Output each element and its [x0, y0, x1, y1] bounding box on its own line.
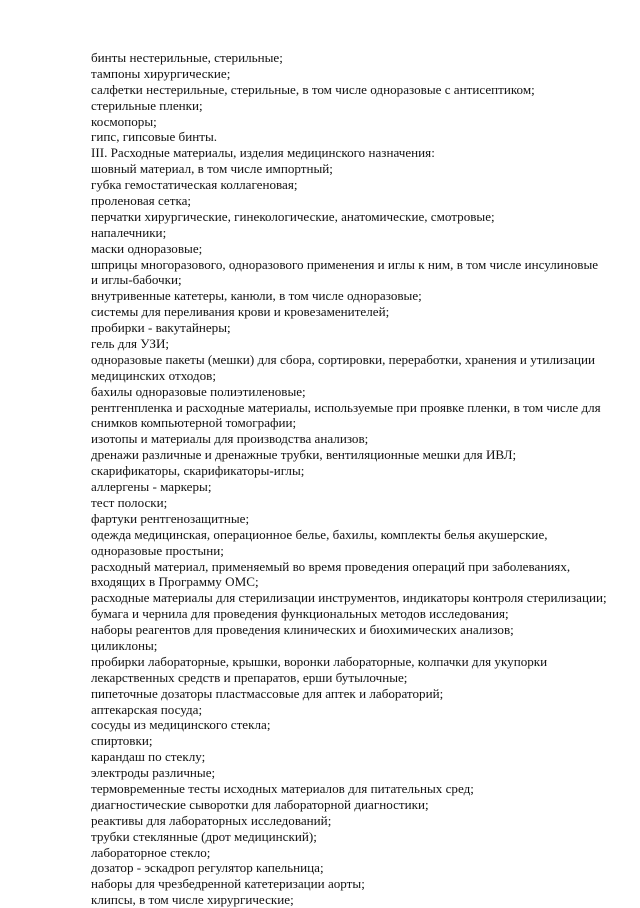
text-line: электроды различные; — [91, 765, 216, 781]
text-line: реактивы для лабораторных исследований; — [91, 812, 332, 828]
text-line: стерильные пленки; — [91, 97, 203, 113]
text-line: наборы реагентов для проведения клинических и биохимических анализов; — [91, 622, 514, 638]
document-text-block — [91, 50, 611, 908]
text-line: пипеточные дозаторы пластмассовые для аптек и лабораторий; — [91, 685, 444, 701]
text-line: медицинских отходов; — [91, 367, 216, 383]
text-line: и иглы-бабочки; — [91, 272, 182, 288]
text-line: губка гемостатическая коллагеновая; — [91, 177, 298, 193]
text-line: перчатки хирургические, гинекологические, анатомические, смотровые; — [91, 208, 495, 224]
text-line: напалечники; — [91, 224, 167, 240]
text-line: диагностические сыворотки для лабораторной диагностики; — [91, 796, 429, 812]
text-line: космопоры; — [91, 113, 157, 129]
text-line: дренажи различные и дренажные трубки, вентиляционные мешки для ИВЛ; — [91, 447, 517, 463]
text-line: пробирки лабораторные, крышки, воронки лабораторные, колпачки для укупорки — [91, 653, 548, 669]
text-line: аптекарская посуда; — [91, 701, 203, 717]
text-line: сосуды из медицинского стекла; — [91, 717, 271, 733]
text-line: гель для УЗИ; — [91, 336, 170, 352]
text-line: клипсы, в том числе хирургические; — [91, 892, 294, 908]
text-line: спиртовки; — [91, 733, 153, 749]
text-line: расходный материал, применяемый во время проведения операций при заболеваниях, — [91, 558, 571, 574]
text-line: входящих в Программу ОМС; — [91, 574, 259, 590]
text-line: бумага и чернила для проведения функциональных методов исследования; — [91, 606, 509, 622]
text-line: снимков компьютерной томографии; — [91, 415, 297, 431]
text-line: бахилы одноразовые полиэтиленовые; — [91, 383, 306, 399]
text-line: шовный материал, в том числе импортный; — [91, 161, 333, 177]
text-line: лабораторное стекло; — [91, 844, 211, 860]
text-line: салфетки нестерильные, стерильные, в том числе одноразовые с антисептиком; — [91, 81, 535, 97]
text-line: дозатор - эскадроп регулятор капельница; — [91, 860, 324, 876]
section-heading: III. Расходные материалы, изделия медицинского назначения: — [91, 145, 435, 161]
text-line: тампоны хирургические; — [91, 65, 231, 81]
text-line: карандаш по стеклу; — [91, 749, 206, 765]
text-line: наборы для чрезбедренной катетеризации аорты; — [91, 876, 365, 892]
text-line: бинты нестерильные, стерильные; — [91, 50, 283, 65]
text-line: расходные материалы для стерилизации инструментов, индикаторы контроля стерилизации; — [91, 590, 607, 606]
text-line: тест полоски; — [91, 494, 168, 510]
text-line: трубки стеклянные (дрот медицинский); — [91, 828, 317, 844]
text-line: лекарственных средств и препаратов, ерши бутылочные; — [91, 669, 408, 685]
text-line: термовременные тесты исходных материалов для питательных сред; — [91, 780, 474, 796]
text-line: маски одноразовые; — [91, 240, 203, 256]
text-line: фартуки рентгенозащитные; — [91, 510, 250, 526]
text-line: системы для переливания крови и кровезаменителей; — [91, 304, 390, 320]
text-line: скарификаторы, скарификаторы-иглы; — [91, 463, 305, 479]
text-line: рентгенпленка и расходные материалы, используемые при проявке пленки, в том числе для — [91, 399, 601, 415]
text-line: одноразовые простыни; — [91, 542, 224, 558]
text-line: гипс, гипсовые бинты. — [91, 129, 218, 145]
text-line: одежда медицинская, операционное белье, бахилы, комплекты белья акушерские, — [91, 526, 548, 542]
text-line: аллергены - маркеры; — [91, 479, 212, 495]
text-line: одноразовые пакеты (мешки) для сбора, сортировки, переработки, хранения и утилизации — [91, 351, 596, 367]
text-line: циликлоны; — [91, 637, 158, 653]
text-line: изотопы и материалы для производства анализов; — [91, 431, 369, 447]
text-line: шприцы многоразового, одноразового применения и иглы к ним, в том числе инсулиновые — [91, 256, 599, 272]
text-line: внутривенные катетеры, канюли, в том числе одноразовые; — [91, 288, 422, 304]
text-line: проленовая сетка; — [91, 193, 192, 209]
text-line: пробирки - вакутайнеры; — [91, 320, 231, 336]
